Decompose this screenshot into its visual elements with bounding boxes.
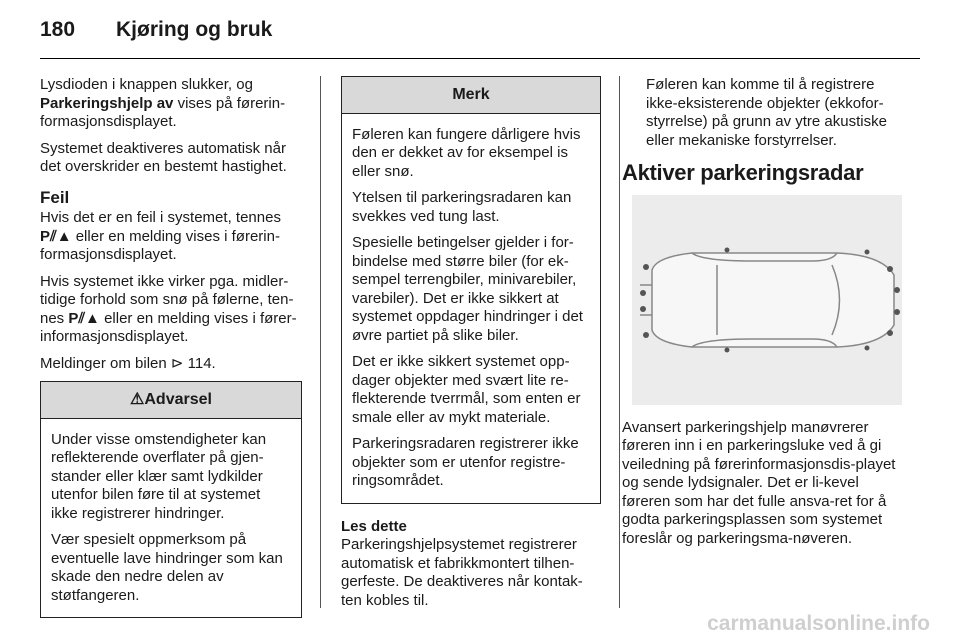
column-divider [320,76,321,608]
read-this-text: Parkeringshjelpsystemet registrerer automatisk et fabrikkmontert tilhen-gerfeste. De deaktiveres når kontak-ten kobles til. [341,536,583,609]
warning-title: ⚠Advarsel [41,382,301,419]
column-2 [341,76,601,610]
cross-reference: Meldinger om bilen ⊳ 114. [40,354,216,372]
section-heading-feil: Feil [40,187,70,207]
warning-paragraph: Vær spesielt oppmerksom på eventuelle lave hindringer som kan skade den nedre delen av støtfangeren. [51,531,283,604]
column-1 [40,76,302,618]
paragraph: Avansert parkeringshjelp manøvrerer føreren inn i en parkeringsluke ved å gi veiledning på førerinformasjonsdis-playet og sende lydsignaler. Det er li-kevel føreren som har det fulle ansva-ret for å godta parkeringsplassen som systemet foreslår og parkeringsma-nøveren. [622,418,896,547]
note-paragraph: Føleren kan fungere dårligere hvis den er dekket av for eksempel is eller snø. [352,125,581,180]
note-paragraph: Det er ikke sikkert systemet opp-dager objekter med svært lite re-flekterende tverrmål, som enten er smale eller av mykt materiale. [352,353,581,426]
read-this-heading: Les dette [341,517,407,535]
paragraph: Føleren kan komme til å registrere ikke-eksisterende objekter (ekkofor-styrrelse) på grunn av ytre akustiske eller mekaniske forstyrrelser. [646,76,887,149]
paragraph: Lysdioden i knappen slukker, og Parkeringshjelp av vises på førerin-formasjonsdisplayet. [40,76,286,130]
bold-term: Parkeringshjelp av [40,94,174,112]
header-rule [40,58,920,59]
paragraph: Hvis systemet ikke virker pga. midler-tidige forhold som snø på følerne, ten-nes P⫽▲ eller en melding vises i fører-informasjonsdisplayet. [40,272,297,345]
note-paragraph: Spesielle betingelser gjelder i for-bindelse med større biler (for ek-sempel terrengbiler, minivarebiler, varebiler). Det er ikke sikkert at systemet oppdager hindringer i det øvre partiet på slike biler. [352,234,583,344]
note-paragraph: Ytelsen til parkeringsradaren kan svekkes ved tung last. [352,189,572,225]
warning-paragraph: Under visse omstendigheter kan reflekterende overflater på gjen-stander eller klær samt lydkilder utenfor bilen føre til at systemet ikke registrerer hindringer. [51,430,267,522]
warning-box [40,381,302,618]
note-box [341,76,601,504]
page-header [40,18,272,42]
car-sensor-illustration [632,195,902,405]
parking-fault-icon: P⫽▲ [68,309,100,327]
paragraph: Systemet deaktiveres automatisk når det overskrider en bestemt hastighet. [40,139,287,175]
parking-fault-icon: P⫽▲ [40,227,72,245]
watermark: carmanualsonline.info [707,612,930,635]
section-title: Kjøring og bruk [116,18,273,41]
section-heading-aktiver: Aktiver parkeringsradar [622,160,864,185]
note-title: Merk [342,77,600,114]
note-paragraph: Parkeringsradaren registrerer ikke objekter som er utenfor registre-ringsområdet. [352,435,579,489]
read-this-block [341,518,601,611]
paragraph: Hvis det er en feil i systemet, tennes P⫽▲ eller en melding vises i førerin-formasjonsdisplayet. [40,209,281,263]
column-3 [622,76,902,556]
column-divider [619,76,620,608]
page-number: 180 [40,18,76,41]
